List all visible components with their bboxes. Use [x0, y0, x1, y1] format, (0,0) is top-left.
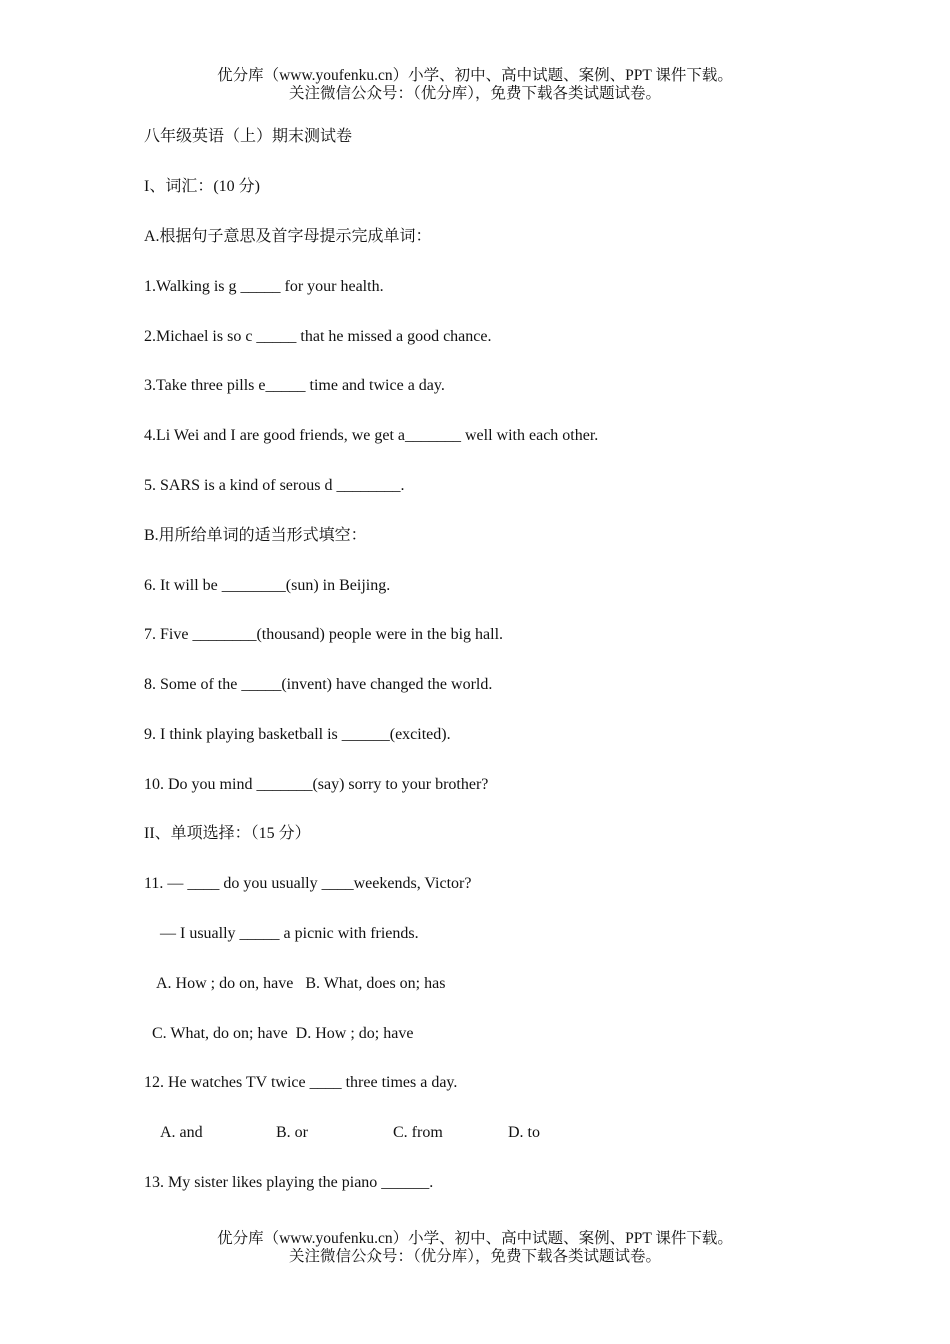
question-9: 9. I think playing basketball is ______(excited). [144, 726, 451, 743]
footer-line-1: 优分库（www.youfenku.cn）小学、初中、高中试题、案例、PPT 课件下载。 [217, 1230, 733, 1247]
part-a-instruction: A.根据句子意思及首字母提示完成单词： [144, 228, 432, 245]
question-11-reply: — I usually _____ a picnic with friends. [160, 925, 419, 942]
section-2-heading: II、单项选择：（15 分） [144, 825, 311, 842]
document-title: 八年级英语（上）期末测试卷 [144, 128, 353, 145]
question-11-stem: 11. — ____ do you usually ____weekends, Victor? [144, 875, 472, 892]
question-1: 1.Walking is g _____ for your health. [144, 278, 384, 295]
question-3: 3.Take three pills e_____ time and twice a day. [144, 377, 445, 394]
question-7: 7. Five ________(thousand) people were in the big hall. [144, 626, 504, 643]
question-11-options-row-2: C. What, do on; have D. How ; do; have [152, 1025, 414, 1042]
footer-line-2: 关注微信公众号：（优分库），免费下载各类试题试卷。 [288, 1248, 661, 1265]
part-b-instruction: B.用所给单词的适当形式填空： [144, 527, 367, 544]
question-12-option-b: B. or [276, 1124, 308, 1141]
question-6: 6. It will be ________(sun) in Beijing. [144, 577, 391, 594]
question-12-option-d: D. to [508, 1124, 540, 1141]
question-12-stem: 12. He watches TV twice ____ three times a day. [144, 1074, 458, 1091]
question-8: 8. Some of the _____(invent) have changed the world. [144, 676, 493, 693]
question-12-option-a: A. and [160, 1124, 203, 1141]
question-10: 10. Do you mind _______(say) sorry to your brother? [144, 776, 489, 793]
page-footer [0, 1230, 950, 1266]
question-2: 2.Michael is so c _____ that he missed a good chance. [144, 328, 492, 345]
question-11-options-row-1: A. How ; do on, have B. What, does on; has [156, 975, 446, 992]
page-header [0, 67, 950, 103]
question-4: 4.Li Wei and I are good friends, we get a_______ well with each other. [144, 427, 599, 444]
header-line-1: 优分库（www.youfenku.cn）小学、初中、高中试题、案例、PPT 课件下载。 [217, 67, 733, 84]
header-line-2: 关注微信公众号：（优分库），免费下载各类试题试卷。 [288, 85, 661, 102]
question-5: 5. SARS is a kind of serous d ________. [144, 477, 405, 494]
question-13-stem: 13. My sister likes playing the piano ______. [144, 1174, 434, 1191]
section-1-heading: I、词汇：(10 分) [144, 178, 260, 195]
question-12-option-c: C. from [393, 1124, 443, 1141]
